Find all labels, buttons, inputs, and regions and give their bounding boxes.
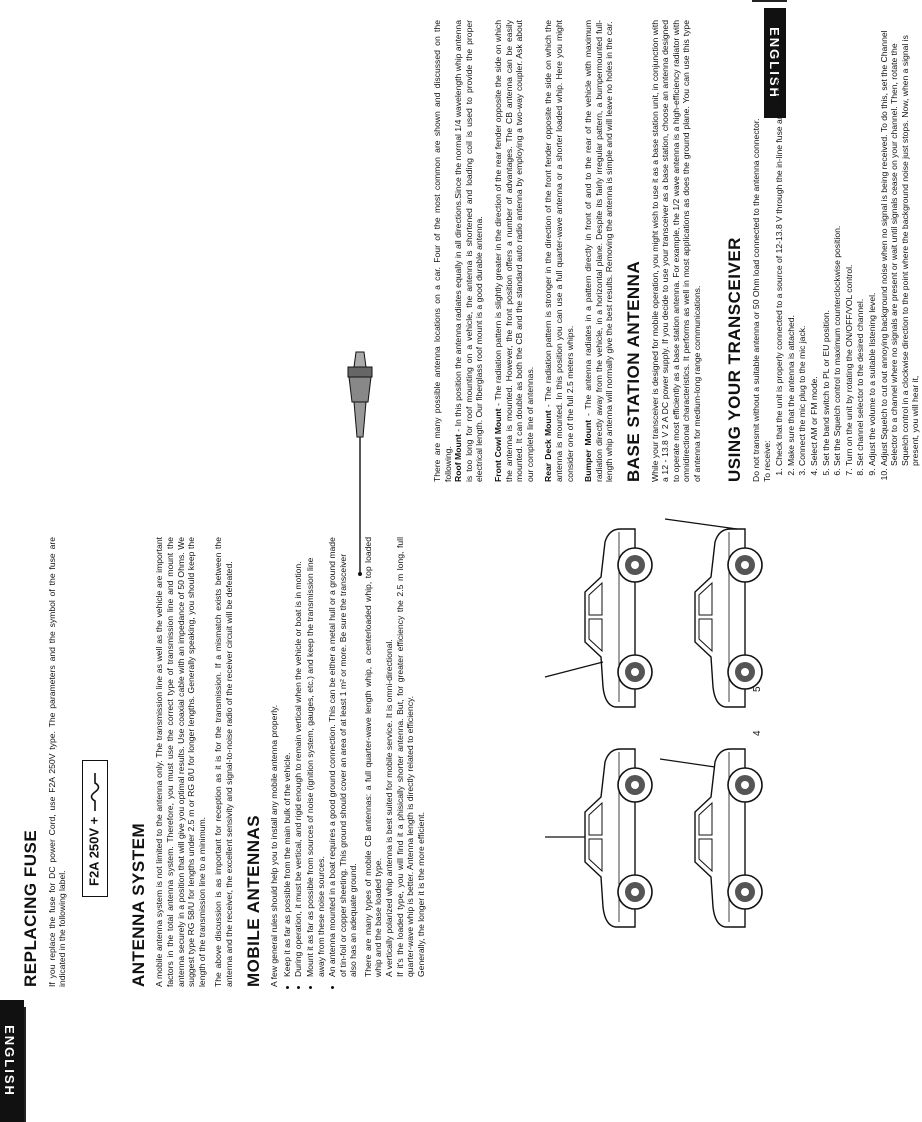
list-item: 2. Make sure that the antenna is attached. xyxy=(786,20,797,466)
list-item: 5. Set the band switch to PL or EU position. xyxy=(821,20,832,466)
base-station-body: While your transceiver is designed for mobile operation, you might wish to use it as a base station unit, in conjunction with a 12 - 13.8 V 2 A DC power supply. If you decide to use your transceiver as a base station, choose an antenna designed to operate most efficiently as a base station antenna. For example, the 1/2 wave antenna is a high-efficiency radiator with omnidirectional characteristics. It performs as well in most applications as does the ground plane. You can use this type of antenna for medium-long range communications. xyxy=(649,20,702,482)
mobile-general: Generally, the longer it is the more efficient. xyxy=(415,812,426,977)
fuse-symbol-icon xyxy=(87,771,103,813)
right-intro: There are many possible antenna locations on a car. Four of the most common are shown and discussed on the following. xyxy=(432,20,453,482)
fuse-body: If you replace the fuse for DC power Cord, use F2A 250V type. The parameters and the symbol of the fuse are indicated in the following label. xyxy=(46,537,68,987)
rear-deck-mount-title: Rear Deck Mount xyxy=(543,410,554,482)
fuse-label xyxy=(82,760,108,897)
mobile-antennas-heading: MOBILE ANTENNAS xyxy=(243,814,263,987)
list-item: 7. Turn on the unit by rotating the ON/OFF/VOL control. xyxy=(844,20,855,466)
list-item: 4. Select AM or FM mode. xyxy=(809,20,820,466)
antenna-system-p1: A mobile antenna system is not limited to the antenna only. The transmission line as well as the vehicle are important factors in the total antenna system. Therefore, you must use the correct type of transmission line and mount the antenna securely in a position that will give you optimal results. Use coaxial cable with an impedance of 50 Ohms. We suggest type RG 58/U for lengths under 2.5 m or RG 8/U for longer lengths. Generally speaking, you should keep the length of the transmission line to a minimum. xyxy=(154,537,207,987)
list-item: 9. Adjust the volume to a suitable listening level. xyxy=(867,20,878,466)
mobile-loaded: If it's the loaded type, you will find it a phisically shorter antenna. But, for greater efficiency the 2.5 m long, full quarter-wave whip is better. Antenna length is directly related to efficiency. xyxy=(394,537,416,977)
mobile-polarization: A vertically polarized whip antenna is best suited for mobile service. It is omni-directional. xyxy=(384,639,395,977)
list-item: • Mount it as far as possible from sources of noise (ignition system, gauges, etc.) and keep the transmission line away from these noise sources. xyxy=(305,537,326,977)
list-item: 3. Connect the mic plug to the mic jack. xyxy=(797,20,808,466)
language-tab-left: ENGLISH xyxy=(0,1000,24,1122)
car-antenna-location-illustrations xyxy=(535,502,775,942)
replacing-fuse-heading: REPLACING FUSE xyxy=(21,829,40,987)
language-tab-right: ENGLISH xyxy=(764,8,786,118)
antenna-system-p2: The above discussion is as important for reception as it is for the transmission. If a mismatch exists between the antenna and the receiver, the excellent sensivity and signal-to-noise radio of the receiver circuit will be defeated. xyxy=(213,537,234,987)
front-cowl-mount-text xyxy=(493,20,535,482)
page-number-right: 5 xyxy=(752,686,763,692)
list-item: • Keep it as far as possible from the main bulk of the vehicle. xyxy=(282,537,293,977)
list-item: 6. Set the Squelch control to maximum counterclockwise position. xyxy=(832,20,843,466)
rear-deck-mount-text xyxy=(543,20,575,482)
antenna-system-heading: ANTENNA SYSTEM xyxy=(128,822,148,987)
mobile-types: There are many types of mobile CB antennas: a full quarter-wave length whip, a centerloaded whip, top loaded whip and the base loaded type. xyxy=(362,537,384,977)
front-cowl-mount-desc: - The radiation pattern is slightly greater in the direction of the rear fender opposite the side on which the antenna is mounted. However, the front position offers a number of advantages. The CB antenna can be easily mounted. It can double as both the CB and the standard auto radio antenna by employing a two-way coupler. Ask about our complete line of antennas. xyxy=(492,20,535,482)
left-page-text xyxy=(21,537,426,987)
mobile-intro: A few general rules should help you to install any mobile antenna properly. xyxy=(269,704,280,987)
mobile-rules-list xyxy=(282,537,359,987)
rear-deck-mount-desc: - The radiation pattern is stronger in the direction of the front fender opposite the side on which the antenna is mounted. In this position you can use a full quarter-wave antenna or a shorter loaded whip. Here you might consider one of the full 2.5 meters whips. xyxy=(543,19,575,482)
list-item: 8. Set channel selector to the desired channel. xyxy=(855,20,866,466)
using-transceiver-heading: USING YOUR TRANSCEIVER xyxy=(725,237,745,482)
roof-mount-title: Roof Mount xyxy=(453,434,464,482)
roof-mount-text xyxy=(453,20,485,482)
front-cowl-mount-title: Front Cowl Mount xyxy=(492,408,503,482)
whip-antenna-illustration xyxy=(350,347,430,577)
base-station-heading: BASE STATION ANTENNA xyxy=(623,260,643,482)
list-item: 1. Check that the unit is properly connected to a source of 12-13.8 V through the in-line fuse and red wire. xyxy=(774,20,785,466)
receive-steps-list xyxy=(774,20,921,482)
list-item: • During operation, it must be vertical, and rigid enough to remain vertical when the vehicle or boat is in motion. xyxy=(293,537,304,977)
list-item: • An antenna mounted in a boat requires a good ground connection. This can be either a metal hull or a ground made of tin-foil or copper sheeting. This ground should cover an area of at least 1 m² or more. Be sure the transceiver also has an adequate ground. xyxy=(327,537,359,977)
fuse-label-text: F2A 250V + xyxy=(86,816,102,886)
tab-rule-left xyxy=(24,1007,26,1122)
using-warning: Do not transmit without a suitable antenna or 50 Ohm load connected to the antenna connector. xyxy=(751,118,762,482)
bumper-mount-desc: - The antenna radiates in a pattern directly in front of and to the rear of the vehicle with maximum radiation directly away from the vehicle, in a horizontal plane. Despite its fairly irregular pattern, a bumpermounted full-length whip antenna will normally give the best results. Removing the antenna is simple and will leave no holes in the car. xyxy=(583,20,615,482)
bumper-mount-text xyxy=(583,20,615,482)
roof-mount-desc: - In this position the antenna radiates equally in all directions.Since the normal 1/4 wavelength whip antenna is too long for roof mounting on a vehicle, the antenna is shortened and loading coil is used to provide the proper electrical length. Our fiberglass roof mount is a good durable antenna. xyxy=(453,20,485,482)
bumper-mount-title: Bumper Mount xyxy=(583,419,594,482)
tab-rule-right xyxy=(752,0,787,2)
list-item: 10. Adjust Squelch to cut out annoying background noise when no signal is being received. To do this, set the Channel Selector to a channel where no signals are present or wait until signals cease on your channel. Then, rotate the Squelch control in a clockwise direction to the point where the background noise just stops. Now, when a signal is present, you will hear it, xyxy=(879,20,921,466)
right-page-text xyxy=(432,20,922,482)
page-number-left: 4 xyxy=(752,730,763,736)
using-receive-label: To receive: xyxy=(761,440,772,482)
